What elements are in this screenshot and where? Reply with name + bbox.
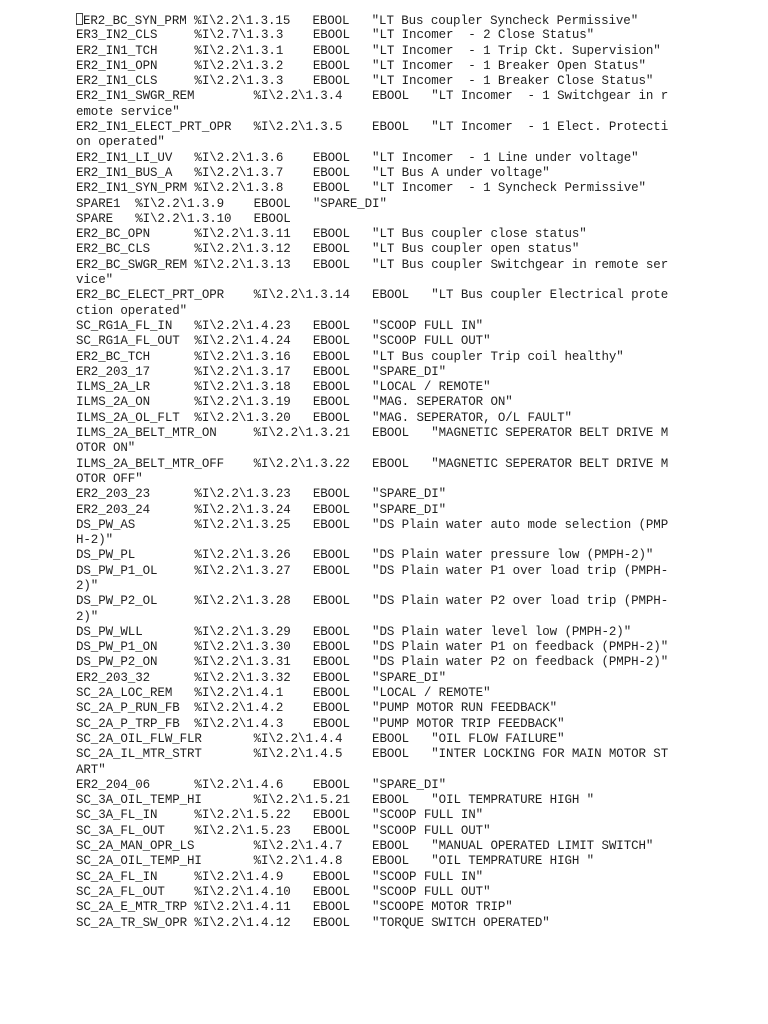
line-text: SC_2A_OIL_FLW_FLR %I\2.2\1.4.4 EBOOL "OIL FLOW FAILURE" xyxy=(76,731,565,746)
text-line xyxy=(76,518,676,533)
line-text: SC_2A_IL_MTR_STRT %I\2.2\1.4.5 EBOOL "INTER LOCKING FOR MAIN MOTOR ST xyxy=(76,747,669,762)
line-text: SC_3A_OIL_TEMP_HI %I\2.2\1.5.21 EBOOL "OIL TEMPRATURE HIGH " xyxy=(76,793,595,808)
text-line xyxy=(76,870,676,885)
line-text: DS_PW_P2_ON %I\2.2\1.3.31 EBOOL "DS Plain water P2 on feedback (PMPH-2)" xyxy=(76,655,669,670)
line-text: SC_2A_TR_SW_OPR %I\2.2\1.4.12 EBOOL "TORQUE SWITCH OPERATED" xyxy=(76,915,550,930)
line-text: ER2_IN1_CLS %I\2.2\1.3.3 EBOOL "LT Incomer - 1 Breaker Close Status" xyxy=(76,74,654,89)
text-line xyxy=(76,610,676,625)
line-text: DS_PW_P1_ON %I\2.2\1.3.30 EBOOL "DS Plain water P1 on feedback (PMPH-2)" xyxy=(76,640,669,655)
text-line xyxy=(76,227,676,242)
text-line xyxy=(76,74,676,89)
text-line xyxy=(76,59,676,74)
line-text: OTOR OFF" xyxy=(76,471,143,486)
line-text: ER2_IN1_OPN %I\2.2\1.3.2 EBOOL "LT Incomer - 1 Breaker Open Status" xyxy=(76,58,646,73)
text-line xyxy=(76,395,676,410)
text-line xyxy=(76,885,676,900)
text-line xyxy=(76,212,676,227)
text-line xyxy=(76,166,676,181)
text-line xyxy=(76,273,676,288)
text-line xyxy=(76,854,676,869)
text-line xyxy=(76,916,676,931)
line-text: DS_PW_WLL %I\2.2\1.3.29 EBOOL "DS Plain water level low (PMPH-2)" xyxy=(76,624,632,639)
line-text: emote service" xyxy=(76,104,180,119)
text-line xyxy=(76,533,676,548)
text-line xyxy=(76,594,676,609)
text-line xyxy=(76,640,676,655)
line-text: SC_RG1A_FL_IN %I\2.2\1.4.23 EBOOL "SCOOP FULL IN" xyxy=(76,318,484,333)
text-line xyxy=(76,671,676,686)
text-line xyxy=(76,441,676,456)
text-line xyxy=(76,197,676,212)
line-text: ER2_IN1_SYN_PRM %I\2.2\1.3.8 EBOOL "LT Incomer - 1 Syncheck Permissive" xyxy=(76,181,646,196)
text-line xyxy=(76,258,676,273)
line-text: ER2_204_06 %I\2.2\1.4.6 EBOOL "SPARE_DI" xyxy=(76,777,447,792)
line-text: ER2_203_24 %I\2.2\1.3.24 EBOOL "SPARE_DI" xyxy=(76,502,447,517)
line-text: SC_3A_FL_IN %I\2.2\1.5.22 EBOOL "SCOOP FULL IN" xyxy=(76,808,484,823)
text-line xyxy=(76,824,676,839)
text-line xyxy=(76,13,676,28)
text-line xyxy=(76,242,676,257)
text-line xyxy=(76,288,676,303)
line-text: ER3_IN2_CLS %I\2.7\1.3.3 EBOOL "LT Incomer - 2 Close Status" xyxy=(76,28,595,43)
text-line xyxy=(76,701,676,716)
line-text: SC_2A_P_TRP_FB %I\2.2\1.4.3 EBOOL "PUMP MOTOR TRIP FEEDBACK" xyxy=(76,716,565,731)
line-text: ction operated" xyxy=(76,303,188,318)
line-text: ER2_IN1_BUS_A %I\2.2\1.3.7 EBOOL "LT Bus A under voltage" xyxy=(76,165,550,180)
line-text: DS_PW_PL %I\2.2\1.3.26 EBOOL "DS Plain water pressure low (PMPH-2)" xyxy=(76,548,654,563)
line-text: ER2_IN1_TCH %I\2.2\1.3.1 EBOOL "LT Incomer - 1 Trip Ckt. Supervision" xyxy=(76,43,661,58)
text-line xyxy=(76,89,676,104)
text-line xyxy=(76,839,676,854)
text-line xyxy=(76,350,676,365)
line-text: H-2)" xyxy=(76,533,114,548)
line-text: ER2_203_32 %I\2.2\1.3.32 EBOOL "SPARE_DI" xyxy=(76,670,447,685)
line-text: ER2_BC_ELECT_PRT_OPR %I\2.2\1.3.14 EBOOL "LT Bus coupler Electrical prote xyxy=(76,288,669,303)
line-text: 2)" xyxy=(76,578,99,593)
line-text: ILMS_2A_BELT_MTR_OFF %I\2.2\1.3.22 EBOOL "MAGNETIC SEPERATOR BELT DRIVE M xyxy=(76,456,669,471)
line-text: ER2_BC_CLS %I\2.2\1.3.12 EBOOL "LT Bus coupler open status" xyxy=(76,242,580,257)
text-line xyxy=(76,380,676,395)
line-text: ER2_BC_SWGR_REM %I\2.2\1.3.13 EBOOL "LT Bus coupler Switchgear in remote ser xyxy=(76,257,669,272)
text-line xyxy=(76,747,676,762)
io-symbol-listing xyxy=(76,13,676,931)
line-text: SC_2A_P_RUN_FB %I\2.2\1.4.2 EBOOL "PUMP MOTOR RUN FEEDBACK" xyxy=(76,701,558,716)
text-line xyxy=(76,365,676,380)
line-text: ER2_IN1_ELECT_PRT_OPR %I\2.2\1.3.5 EBOOL "LT Incomer - 1 Elect. Protecti xyxy=(76,120,669,135)
line-text: DS_PW_AS %I\2.2\1.3.25 EBOOL "DS Plain water auto mode selection (PMP xyxy=(76,517,669,532)
line-text: SC_RG1A_FL_OUT %I\2.2\1.4.24 EBOOL "SCOOP FULL OUT" xyxy=(76,334,491,349)
line-text: SC_2A_LOC_REM %I\2.2\1.4.1 EBOOL "LOCAL / REMOTE" xyxy=(76,686,491,701)
text-line xyxy=(76,304,676,319)
line-text: DS_PW_P2_OL %I\2.2\1.3.28 EBOOL "DS Plain water P2 over load trip (PMPH- xyxy=(76,594,669,609)
line-text: ER2_BC_OPN %I\2.2\1.3.11 EBOOL "LT Bus coupler close status" xyxy=(76,227,587,242)
line-text: SC_2A_E_MTR_TRP %I\2.2\1.4.11 EBOOL "SCOOPE MOTOR TRIP" xyxy=(76,900,513,915)
line-text: OTOR ON" xyxy=(76,441,136,456)
text-line xyxy=(76,548,676,563)
line-text: DS_PW_P1_OL %I\2.2\1.3.27 EBOOL "DS Plain water P1 over load trip (PMPH- xyxy=(76,563,669,578)
line-text: ILMS_2A_BELT_MTR_ON %I\2.2\1.3.21 EBOOL "MAGNETIC SEPERATOR BELT DRIVE M xyxy=(76,426,669,441)
text-line xyxy=(76,579,676,594)
text-line xyxy=(76,457,676,472)
line-text: ILMS_2A_ON %I\2.2\1.3.19 EBOOL "MAG. SEPERATOR ON" xyxy=(76,395,513,410)
text-line xyxy=(76,334,676,349)
line-text: vice" xyxy=(76,273,114,288)
line-text: SPARE1 %I\2.2\1.3.9 EBOOL "SPARE_DI" xyxy=(76,196,387,211)
text-line xyxy=(76,778,676,793)
text-line xyxy=(76,319,676,334)
line-text: ER2_203_23 %I\2.2\1.3.23 EBOOL "SPARE_DI" xyxy=(76,487,447,502)
line-text: ILMS_2A_OL_FLT %I\2.2\1.3.20 EBOOL "MAG. SEPERATOR, O/L FAULT" xyxy=(76,410,572,425)
text-line xyxy=(76,655,676,670)
line-text: SC_2A_MAN_OPR_LS %I\2.2\1.4.7 EBOOL "MANUAL OPERATED LIMIT SWITCH" xyxy=(76,839,654,854)
line-text: 2)" xyxy=(76,609,99,624)
text-line xyxy=(76,732,676,747)
line-text: SPARE %I\2.2\1.3.10 EBOOL xyxy=(76,211,291,226)
text-line xyxy=(76,503,676,518)
text-line xyxy=(76,487,676,502)
text-line xyxy=(76,793,676,808)
line-text: ER2_IN1_SWGR_REM %I\2.2\1.3.4 EBOOL "LT Incomer - 1 Switchgear in r xyxy=(76,89,669,104)
text-cursor-icon xyxy=(76,13,83,25)
text-line xyxy=(76,105,676,120)
text-line xyxy=(76,426,676,441)
line-text: on operated" xyxy=(76,135,165,150)
line-text: SC_3A_FL_OUT %I\2.2\1.5.23 EBOOL "SCOOP FULL OUT" xyxy=(76,823,491,838)
text-line xyxy=(76,717,676,732)
text-line xyxy=(76,472,676,487)
line-text: SC_2A_FL_OUT %I\2.2\1.4.10 EBOOL "SCOOP FULL OUT" xyxy=(76,884,491,899)
line-text: SC_2A_OIL_TEMP_HI %I\2.2\1.4.8 EBOOL "OIL TEMPRATURE HIGH " xyxy=(76,854,595,869)
line-text: ER2_IN1_LI_UV %I\2.2\1.3.6 EBOOL "LT Incomer - 1 Line under voltage" xyxy=(76,150,639,165)
line-text: ER2_203_17 %I\2.2\1.3.17 EBOOL "SPARE_DI" xyxy=(76,364,447,379)
text-line xyxy=(76,625,676,640)
text-line xyxy=(76,181,676,196)
line-text: ILMS_2A_LR %I\2.2\1.3.18 EBOOL "LOCAL / REMOTE" xyxy=(76,380,491,395)
line-text: ER2_BC_SYN_PRM %I\2.2\1.3.15 EBOOL "LT Bus coupler Syncheck Permissive" xyxy=(83,14,639,28)
line-text: SC_2A_FL_IN %I\2.2\1.4.9 EBOOL "SCOOP FULL IN" xyxy=(76,869,484,884)
text-line xyxy=(76,151,676,166)
line-text: ART" xyxy=(76,762,106,777)
text-line xyxy=(76,763,676,778)
text-line xyxy=(76,135,676,150)
line-text: ER2_BC_TCH %I\2.2\1.3.16 EBOOL "LT Bus coupler Trip coil healthy" xyxy=(76,349,624,364)
text-line xyxy=(76,564,676,579)
text-line xyxy=(76,686,676,701)
text-line xyxy=(76,44,676,59)
text-line xyxy=(76,28,676,43)
text-line xyxy=(76,900,676,915)
text-line xyxy=(76,808,676,823)
text-line xyxy=(76,120,676,135)
text-line xyxy=(76,411,676,426)
